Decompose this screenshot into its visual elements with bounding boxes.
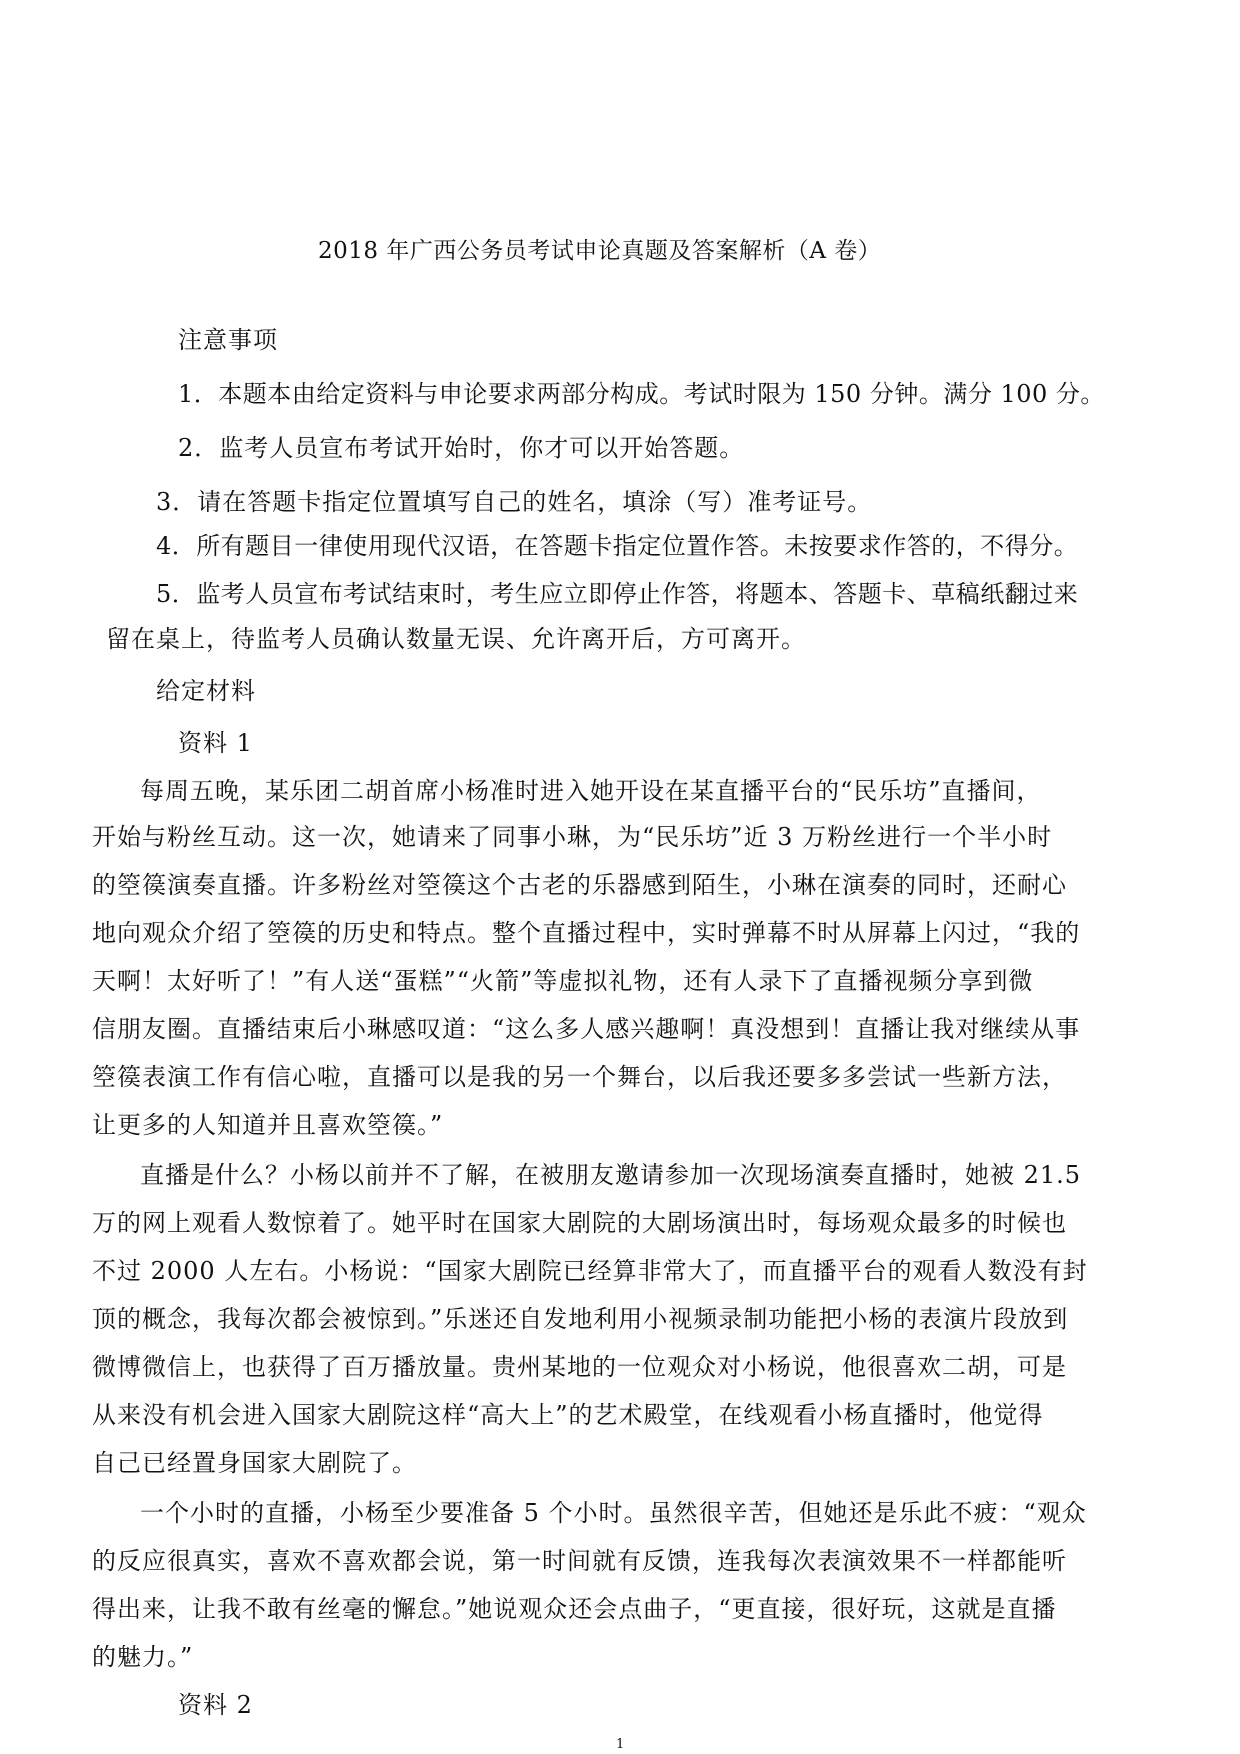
notice-heading: 注意事项 [178, 326, 278, 354]
paragraph-line: 的反应很真实，喜欢不喜欢都会说，第一时间就有反馈，连我每次表演效果不一样都能听 [92, 1547, 1067, 1575]
notice-item-5: 5．监考人员宣布考试结束时，考生应立即停止作答，将题本、答题卡、草稿纸翻过来 [156, 580, 1079, 608]
material-1-heading: 资料 1 [178, 729, 253, 757]
paragraph-line: 地向观众介绍了箜篌的历史和特点。整个直播过程中，实时弹幕不时从屏幕上闪过，“我的 [92, 919, 1081, 947]
notice-item-2: 2．监考人员宣布考试开始时，你才可以开始答题。 [178, 434, 745, 462]
paragraph-line: 自己已经置身国家大剧院了。 [92, 1449, 417, 1477]
paragraph-line: 的箜篌演奏直播。许多粉丝对箜篌这个古老的乐器感到陌生，小琳在演奏的同时，还耐心 [92, 871, 1067, 899]
paragraph-line: 不过 2000 人左右。小杨说：“国家大剧院已经算非常大了，而直播平台的观看人数没有封 [92, 1257, 1088, 1285]
paragraph-line: 从来没有机会进入国家大剧院这样“高大上”的艺术殿堂，在线观看小杨直播时，他觉得 [92, 1401, 1044, 1429]
paragraph-line: 信朋友圈。直播结束后小琳感叹道：“这么多人感兴趣啊！真没想到！直播让我对继续从事 [92, 1015, 1081, 1043]
paragraph-line: 万的网上观看人数惊着了。她平时在国家大剧院的大剧场演出时，每场观众最多的时候也 [92, 1209, 1067, 1237]
materials-heading: 给定材料 [156, 677, 256, 705]
paragraph-line: 开始与粉丝互动。这一次，她请来了同事小琳，为“民乐坊”近 3 万粉丝进行一个半小时 [92, 823, 1053, 851]
notice-item-3: 3．请在答题卡指定位置填写自己的姓名，填涂（写）准考证号。 [156, 488, 873, 516]
paragraph-line: 箜篌表演工作有信心啦，直播可以是我的另一个舞台，以后我还要多多尝试一些新方法， [92, 1063, 1067, 1091]
notice-item-1: 1．本题本由给定资料与申论要求两部分构成。考试时限为 150 分钟。满分 100 分。 [178, 380, 1105, 408]
paragraph-line: 微博微信上，也获得了百万播放量。贵州某地的一位观众对小杨说，他很喜欢二胡，可是 [92, 1353, 1067, 1381]
notice-item-4: 4．所有题目一律使用现代汉语，在答题卡指定位置作答。未按要求作答的，不得分。 [156, 532, 1079, 560]
page-number: 1 [616, 1737, 625, 1752]
paragraph-line: 得出来，让我不敢有丝毫的懈怠。”她说观众还会点曲子，“更直接，很好玩，这就是直播 [92, 1595, 1057, 1623]
paragraph-line: 的魅力。” [92, 1643, 194, 1671]
paragraph-line: 每周五晚，某乐团二胡首席小杨准时进入她开设在某直播平台的“民乐坊”直播间， [140, 777, 1042, 805]
document-title: 2018 年广西公务员考试申论真题及答案解析（A 卷） [318, 238, 882, 264]
paragraph-line: 天啊！太好听了！”有人送“蛋糕”“火箭”等虚拟礼物，还有人录下了直播视频分享到微 [92, 967, 1034, 995]
paragraph-line: 顶的概念，我每次都会被惊到。”乐迷还自发地利用小视频录制功能把小杨的表演片段放到 [92, 1305, 1069, 1333]
notice-item-5-cont: 留在桌上，待监考人员确认数量无误、允许离开后，方可离开。 [106, 625, 806, 653]
paragraph-line: 一个小时的直播，小杨至少要准备 5 个小时。虽然很辛苦，但她还是乐此不疲：“观众 [140, 1499, 1087, 1527]
paragraph-line: 直播是什么？小杨以前并不了解，在被朋友邀请参加一次现场演奏直播时，她被 21.5 [140, 1161, 1082, 1189]
paragraph-line: 让更多的人知道并且喜欢箜篌。” [92, 1111, 444, 1139]
material-2-heading: 资料 2 [178, 1691, 253, 1719]
